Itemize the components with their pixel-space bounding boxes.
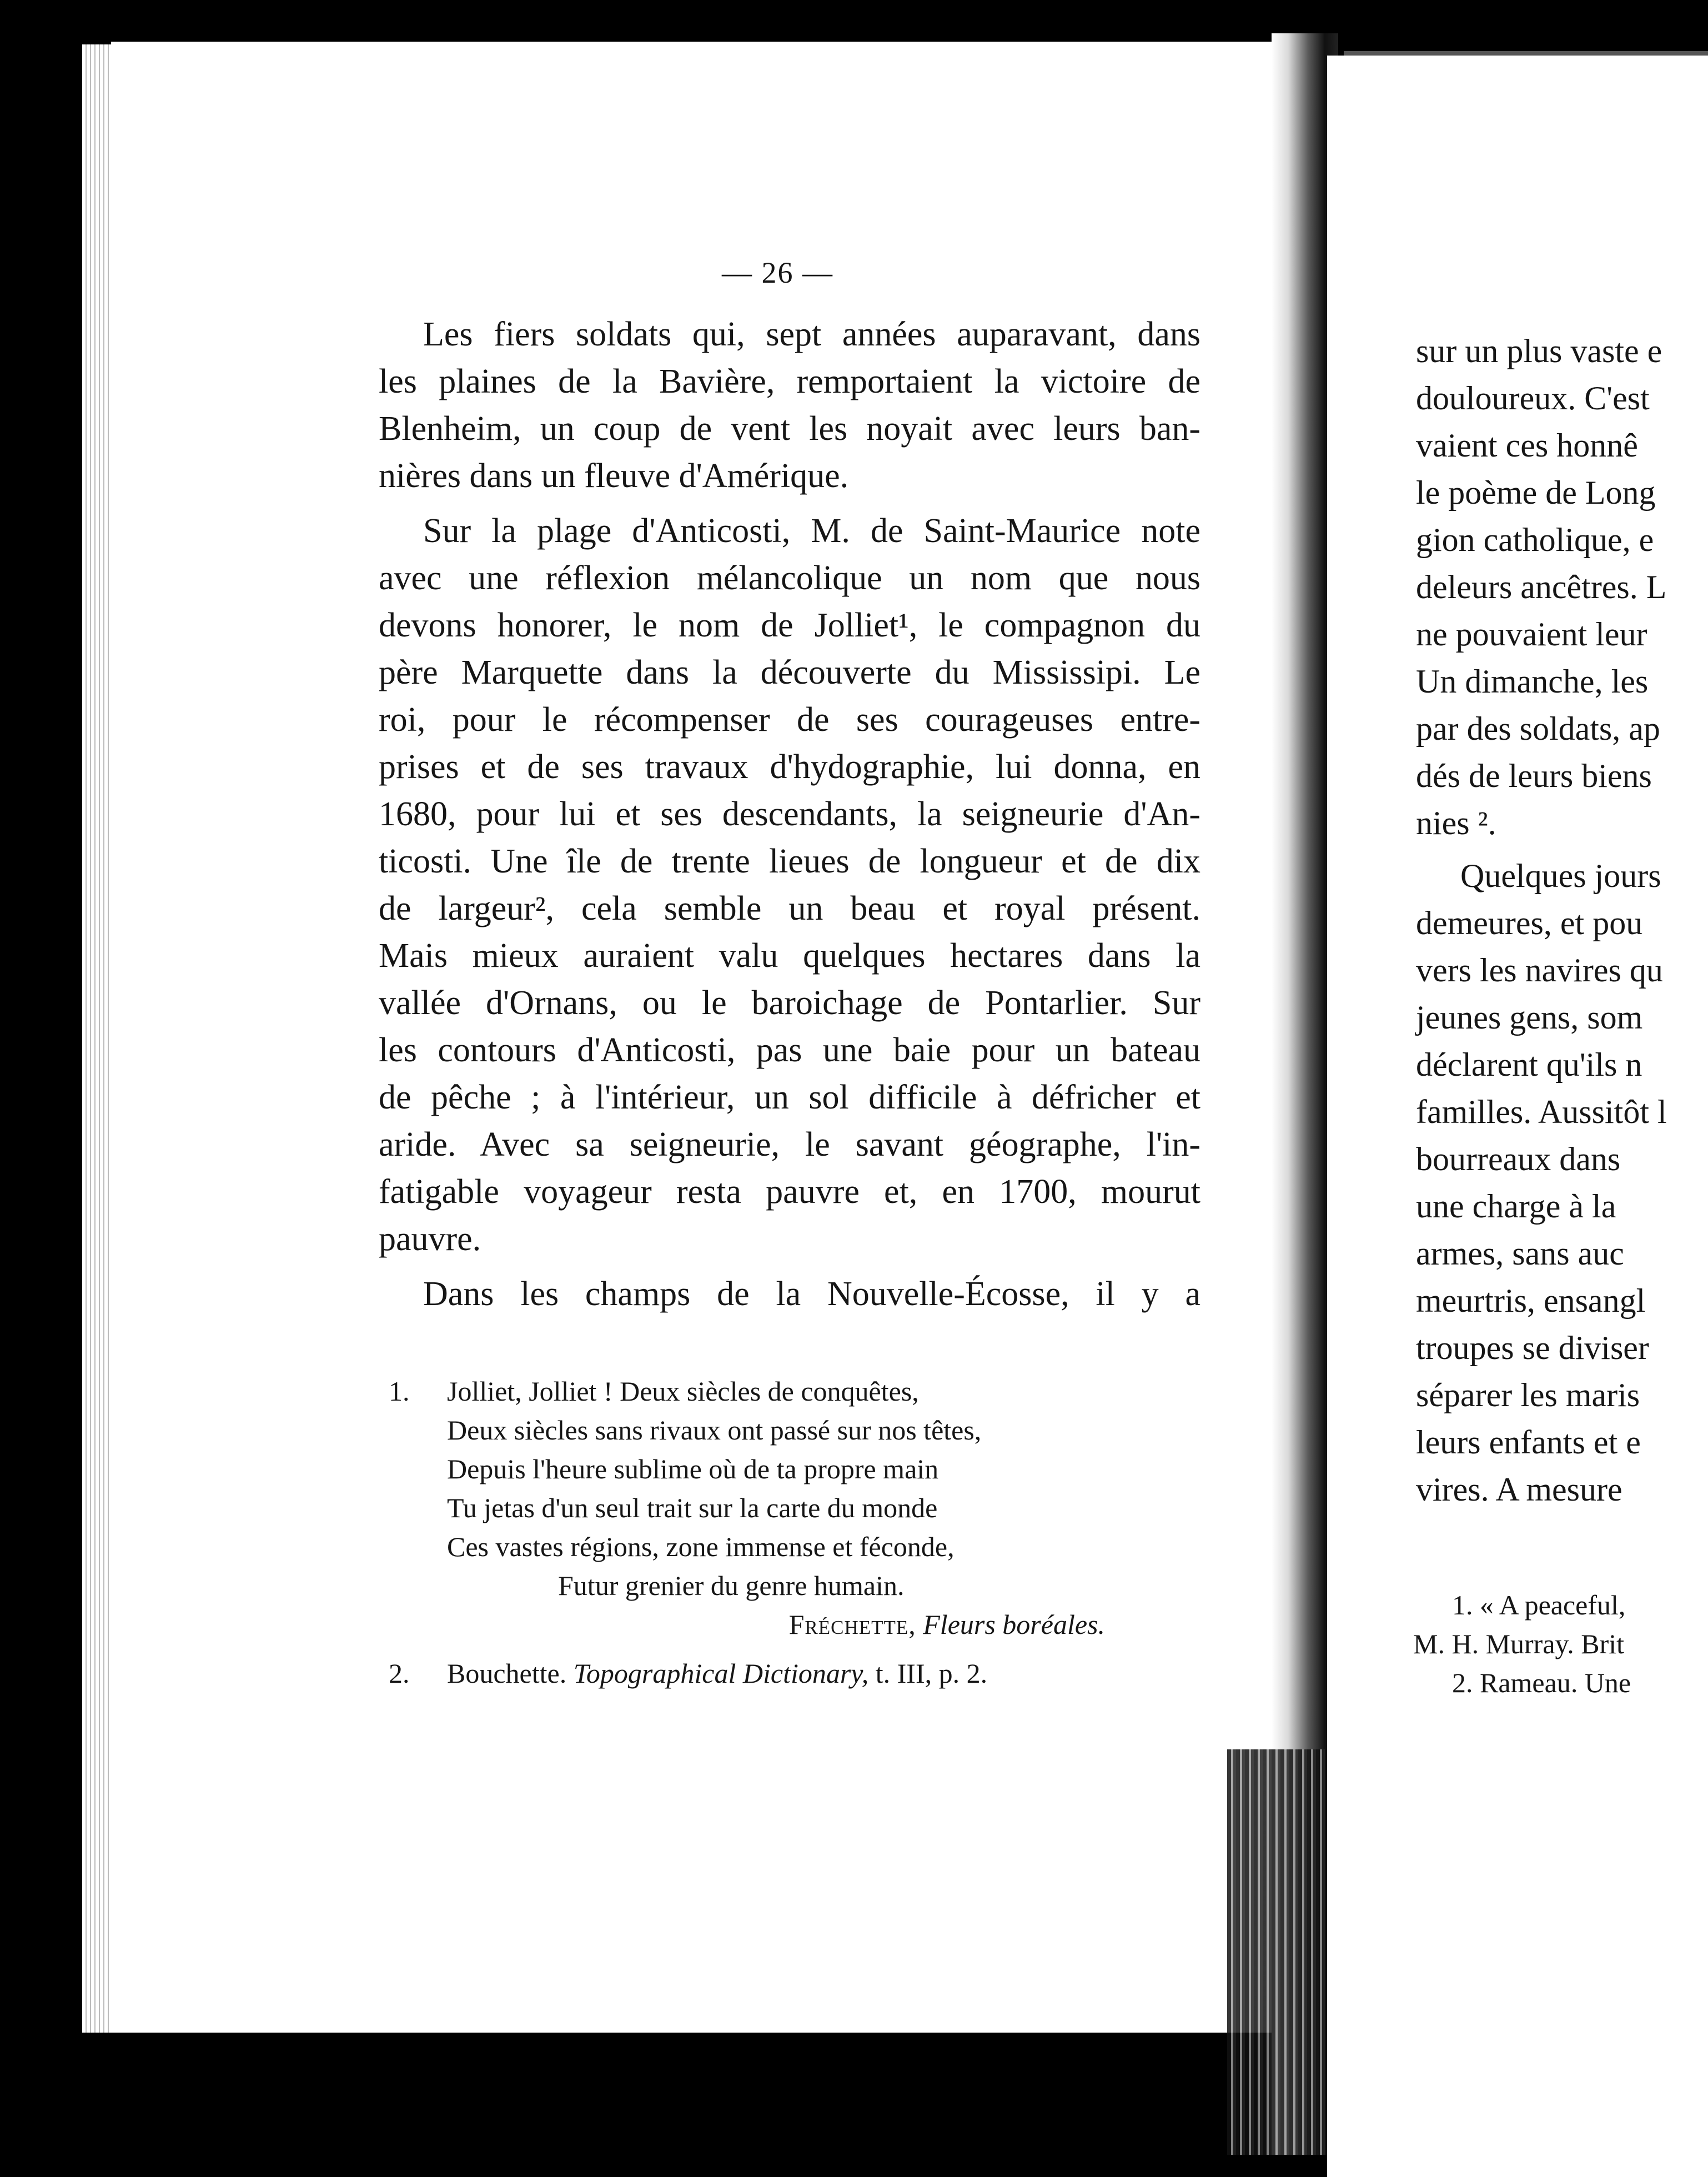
text-line: jeunes gens, som xyxy=(1416,999,1643,1036)
text-line: avec une réflexion mélancolique un nom que nous xyxy=(379,559,1200,597)
text-line: familles. Aussitôt l xyxy=(1416,1093,1667,1130)
page-edges xyxy=(82,44,115,2033)
text-line: les plaines de la Bavière, remportaient la victoire de xyxy=(379,363,1200,400)
text-line: de largeur², cela semble un beau et royal présent. xyxy=(379,890,1200,927)
text-line: dés de leurs biens xyxy=(1416,758,1652,794)
text-line: Blenheim, un coup de vent les noyait avec leurs ban- xyxy=(379,410,1200,448)
text-line: sur un plus vaste e xyxy=(1416,333,1662,369)
text-line: fatigable voyageur resta pauvre et, en 1700, mourut xyxy=(379,1173,1200,1211)
text-line: armes, sans auc xyxy=(1416,1235,1624,1272)
right-page-footnotes xyxy=(1413,1586,1708,1702)
text-line: le poème de Long xyxy=(1416,474,1656,511)
right-page-body xyxy=(1416,328,1708,1513)
text-line: troupes se diviser xyxy=(1416,1330,1649,1366)
text-line: déclarent qu'ils n xyxy=(1416,1046,1642,1083)
text-line: demeures, et pou xyxy=(1416,905,1643,941)
left-page-footnotes xyxy=(389,1372,1166,1693)
right-page-bottom xyxy=(1327,1766,1708,2177)
text-line: par des soldats, ap xyxy=(1416,710,1660,747)
footnote-1-line xyxy=(389,1372,1166,1411)
footnote-attribution xyxy=(389,1605,1166,1644)
text-line: douloureux. C'est xyxy=(1416,380,1650,417)
footnote-author: Bouchette. xyxy=(447,1658,567,1689)
poem-line: Jolliet, Jolliet ! Deux siècles de conquêtes, xyxy=(447,1376,919,1407)
text-line: nières dans un fleuve d'Amérique. xyxy=(379,457,849,495)
text-line: Quelques jours xyxy=(1460,857,1661,894)
text-line: de pêche ; à l'intérieur, un sol difficile à défricher et xyxy=(379,1079,1200,1116)
footnote-work: Fleurs boréales. xyxy=(923,1609,1105,1640)
footnote-author: Fréchette, xyxy=(788,1609,916,1640)
text-line: vers les navires qu xyxy=(1416,952,1663,989)
text-line: Dans les champs de la Nouvelle-Écosse, il y a xyxy=(423,1275,1200,1313)
text-line: nies ². xyxy=(1416,805,1496,841)
text-line: Les fiers soldats qui, sept années auparavant, dans xyxy=(423,315,1200,353)
text-line: ne pouvaient leur xyxy=(1416,616,1647,653)
text-line: ticosti. Une île de trente lieues de longueur et de dix xyxy=(379,842,1200,880)
text-line: Sur la plage d'Anticosti, M. de Saint-Maurice note xyxy=(423,512,1200,550)
footnote-number: 2. xyxy=(389,1658,410,1689)
spine-binding xyxy=(1227,1749,1327,2155)
text-line: meurtris, ensangl xyxy=(1416,1282,1646,1319)
text-line: bourreaux dans xyxy=(1416,1141,1621,1177)
text-line: leurs enfants et e xyxy=(1416,1424,1641,1461)
footnote-number: 1. xyxy=(389,1376,410,1407)
text-line: 1680, pour lui et ses descendants, la seigneurie d'An- xyxy=(379,795,1200,833)
text-line: Un dimanche, les xyxy=(1416,663,1649,700)
poem-line: Deux siècles sans rivaux ont passé sur nos têtes, xyxy=(447,1414,982,1446)
poem-line: Tu jetas d'un seul trait sur la carte du monde xyxy=(447,1492,938,1523)
text-line: Mais mieux auraient valu quelques hectares dans la xyxy=(379,937,1200,975)
text-line: deleurs ancêtres. L xyxy=(1416,569,1667,605)
text-line: prises et de ses travaux d'hydographie, lui donna, en xyxy=(379,748,1200,786)
poem-line: Ces vastes régions, zone immense et féconde, xyxy=(447,1531,955,1562)
footnote-ref: t. III, p. 2. xyxy=(875,1658,988,1689)
text-line: gion catholique, e xyxy=(1416,521,1654,558)
text-line: séparer les maris xyxy=(1416,1377,1640,1413)
page-number: — 26 — xyxy=(722,256,833,289)
footnote-line: 2. Rameau. Une xyxy=(1452,1667,1631,1698)
footnote-line: M. H. Murray. Brit xyxy=(1413,1628,1625,1659)
text-line: une charge à la xyxy=(1416,1188,1616,1225)
left-page-body xyxy=(379,311,1200,1318)
right-page-top-edge xyxy=(1344,51,1708,56)
footnote-line: 1. « A peaceful, xyxy=(1452,1589,1626,1621)
poem-line: Depuis l'heure sublime où de ta propre main xyxy=(447,1453,939,1484)
text-line: aride. Avec sa seigneurie, le savant géographe, l'in- xyxy=(379,1126,1200,1163)
text-line: vaient ces honnê xyxy=(1416,427,1638,464)
footnote-2-line xyxy=(389,1654,1166,1693)
text-line: pauvre. xyxy=(379,1220,481,1258)
text-line: les contours d'Anticosti, pas une baie pour un bateau xyxy=(379,1031,1200,1069)
text-line: vires. A mesure xyxy=(1416,1471,1622,1508)
footnote-work: Topographical Dictionary, xyxy=(573,1658,869,1689)
text-line: vallée d'Ornans, ou le baroichage de Pontarlier. Sur xyxy=(379,984,1200,1022)
text-line: roi, pour le récompenser de ses courageuses entre- xyxy=(379,701,1200,739)
text-line: devons honorer, le nom de Jolliet¹, le compagnon du xyxy=(379,606,1200,644)
poem-line: Futur grenier du genre humain. xyxy=(558,1570,905,1601)
text-line: père Marquette dans la découverte du Mississipi. Le xyxy=(379,654,1200,691)
